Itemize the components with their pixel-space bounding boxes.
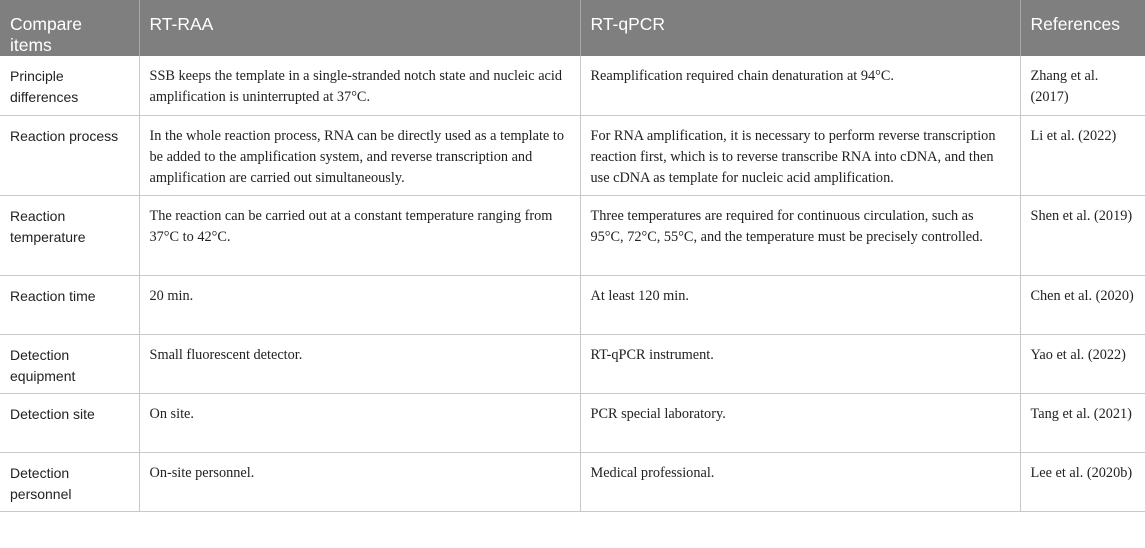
rt-qpcr-cell: For RNA amplification, it is necessary to perform reverse transcription reaction first, which is to reverse transcribe RNA into cDNA, and then use cDNA as template for nucleic acid amplification. (580, 115, 1020, 195)
rt-qpcr-cell: PCR special laboratory. (580, 393, 1020, 452)
rt-qpcr-cell: Medical professional. (580, 452, 1020, 511)
table-row (0, 334, 1145, 393)
reference-cell: Chen et al. (2020) (1020, 275, 1145, 334)
row-item-cell: Detection site (0, 393, 139, 452)
header-references: References (1020, 0, 1145, 56)
reference-cell: Tang et al. (2021) (1020, 393, 1145, 452)
rt-qpcr-cell: RT-qPCR instrument. (580, 334, 1020, 393)
table-row (0, 56, 1145, 115)
table-row (0, 195, 1145, 275)
reference-cell: Yao et al. (2022) (1020, 334, 1145, 393)
rt-raa-cell: On site. (139, 393, 580, 452)
rt-qpcr-cell: Three temperatures are required for continuous circulation, such as 95°C, 72°C, 55°C, and the temperature must be precisely controlled. (580, 195, 1020, 275)
rt-raa-cell: 20 min. (139, 275, 580, 334)
row-item-cell: Reaction time (0, 275, 139, 334)
rt-qpcr-cell: Reamplification required chain denaturation at 94°C. (580, 56, 1020, 115)
header-rt-raa: RT-RAA (139, 0, 580, 56)
reference-cell: Shen et al. (2019) (1020, 195, 1145, 275)
table-row (0, 115, 1145, 195)
row-item-cell: Reaction temperature (0, 195, 139, 275)
table-row (0, 275, 1145, 334)
header-rt-qpcr: RT-qPCR (580, 0, 1020, 56)
rt-raa-cell: On-site personnel. (139, 452, 580, 511)
row-item-cell: Principle differences (0, 56, 139, 115)
rt-raa-cell: SSB keeps the template in a single-stranded notch state and nucleic acid amplification is uninterrupted at 37°C. (139, 56, 580, 115)
reference-cell: Zhang et al. (2017) (1020, 56, 1145, 115)
row-item-cell: Detection equipment (0, 334, 139, 393)
row-item-cell: Reaction process (0, 115, 139, 195)
reference-cell: Li et al. (2022) (1020, 115, 1145, 195)
table-row (0, 452, 1145, 511)
table-row (0, 393, 1145, 452)
rt-raa-cell: Small fluorescent detector. (139, 334, 580, 393)
header-compare-items: Compare items (0, 0, 139, 56)
reference-cell: Lee et al. (2020b) (1020, 452, 1145, 511)
row-item-cell: Detection personnel (0, 452, 139, 511)
header-row (0, 0, 1145, 56)
rt-qpcr-cell: At least 120 min. (580, 275, 1020, 334)
rt-raa-cell: The reaction can be carried out at a constant temperature ranging from 37°C to 42°C. (139, 195, 580, 275)
rt-raa-cell: In the whole reaction process, RNA can be directly used as a template to be added to the amplification system, and reverse transcription and amplification are carried out simultaneously. (139, 115, 580, 195)
